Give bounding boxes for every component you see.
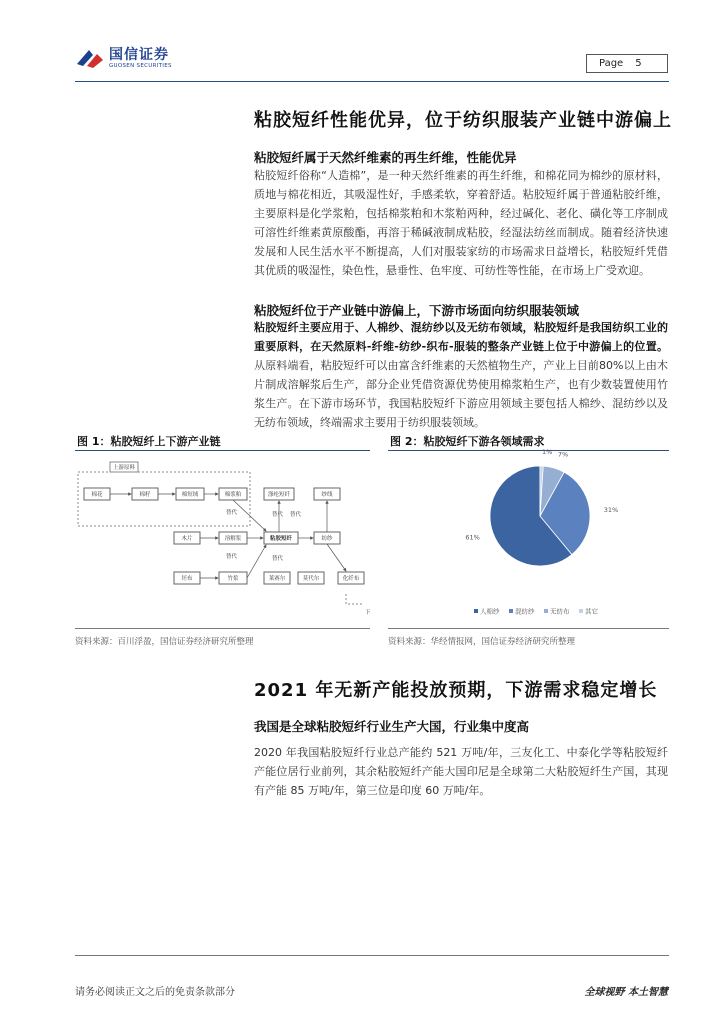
node-spun: 纺纱 — [321, 536, 333, 542]
logo-english: GUOSEN SECURITIES — [109, 63, 172, 69]
figure1-rule — [75, 450, 370, 451]
legend-swatch-4 — [579, 609, 583, 613]
footer-rule — [75, 955, 669, 956]
pie-label-3: 7% — [557, 450, 569, 459]
node-cotton: 棉花 — [91, 492, 103, 498]
legend-label-2: 混纺纱 — [515, 607, 535, 616]
paragraph-2-rest: 从原料端看，粘胶短纤可以由富含纤维素的天然植物生产，产业上目前80%以上由木片制成溶解浆后生产，部分企业凭借资源优势使用棉浆粕生产，也有少数装置使用竹浆生产。在下游市场环节，我国粘胶短纤下游应用领域主要包括人棉纱、混纺纱以及无纺布领域，终端需求主要用于纺织服装领域。 — [254, 359, 668, 429]
section2-title: 2021 年无新产能投放预期，下游需求稳定增长 — [254, 680, 658, 701]
legend-label-1: 人棉纱 — [480, 607, 500, 616]
figure2-title: 图 2：粘胶短纤下游各领域需求 — [390, 435, 545, 448]
legend-swatch-3 — [544, 609, 548, 613]
pie-label-4: 1% — [542, 448, 553, 457]
node-lyocell: 莱赛尔 — [268, 576, 286, 582]
node-wood: 木片 — [181, 536, 193, 542]
figure2-rule — [388, 450, 669, 451]
logo-mark-icon — [75, 46, 105, 70]
legend-swatch-1 — [474, 609, 478, 613]
pie-label-1: 61% — [465, 533, 480, 542]
footer-disclaimer: 请务必阅读正文之后的免责条款部分 — [75, 987, 235, 998]
footer-slogan: 全球视野 本土智慧 — [584, 987, 668, 998]
label-replace-4: 替代 — [290, 512, 302, 518]
figure1-bottom-rule — [75, 628, 370, 629]
figure1-title: 图 1：粘胶短纤上下游产业链 — [77, 435, 221, 448]
label-down: 下 — [365, 610, 371, 616]
node-bamboo-pulp: 竹浆 — [227, 576, 239, 582]
node-cotton-pulp: 棉浆粕 — [224, 492, 242, 498]
demand-pie-chart — [388, 448, 668, 624]
logo-chinese: 国信证券 — [109, 47, 169, 63]
section2-subheading-1: 我国是全球粘胶短纤行业生产大国，行业集中度高 — [254, 719, 530, 734]
legend-swatch-2 — [509, 609, 513, 613]
industry-chain-diagram — [76, 454, 370, 624]
legend-label-4: 其它 — [585, 607, 598, 616]
page-label: Page — [599, 58, 624, 69]
figure1-source: 资料来源：百川浮盈，国信证券经济研究所整理 — [75, 637, 254, 647]
label-replace-2: 替代 — [226, 554, 238, 560]
section2-paragraph-1: 2020 年我国粘胶短纤行业总产能约 521 万吨/年，三友化工、中泰化学等粘胶短纤产能位居行业前列，其余粘胶短纤产能大国印尼是全球第二大粘胶短纤生产国，其现有产能 85 万吨/年，第三位是印度 60 万吨/年。 — [254, 746, 668, 797]
label-replace-5: 替代 — [272, 556, 284, 562]
node-linter: 棉籽 — [139, 492, 151, 498]
node-polyester: 涤纶短纤 — [267, 492, 291, 498]
page-number: 5 — [635, 58, 642, 69]
section1-title: 粘胶短纤性能优异，位于纺织服装产业链中游偏上 — [254, 110, 672, 131]
node-chem-fabric: 化纤布 — [342, 576, 360, 582]
section1-subheading-1: 粘胶短纤属于天然纤维素的再生纤维，性能优异 — [254, 150, 517, 165]
section1-paragraph-1: 粘胶短纤俗称“人造棉”，是一种天然纤维素的再生纤维，和棉花同为棉纱的原材料，质地与棉花相近，其吸湿性好，手感柔软，穿着舒适。粘胶短纤属于普通粘胶纤维，主要原料是化学浆粕，包括棉浆粕和木浆粕两种，经过碱化、老化、磺化等工序制成可溶性纤维素黄原酸酯，再溶于稀碱液制成粘胶，经湿法纺丝而制成。随着经济快速发展和人民生活水平不断提高，人们对服装家纺的市场需求日益增长，粘胶短纤凭借其优质的吸湿性，染色性，悬垂性、色牢度、可纺性等性能，在市场上广受欢迎。 — [254, 169, 668, 277]
node-cotton-lint: 棉短绒 — [181, 492, 199, 498]
guosen-logo — [75, 46, 172, 70]
legend-label-3: 无纺布 — [550, 607, 570, 616]
node-fabric: 坯布 — [181, 576, 193, 582]
paragraph-2-bold: 粘胶短纤主要应用于、人棉纱、混纺纱以及无纺布领域，粘胶短纤是我国纺织工业的重要原料，在天然原料-纤维-纺纱-织布-服装的整条产业链上位于中游偏上的位置。 — [254, 321, 668, 353]
node-dissolving-pulp: 溶解浆 — [224, 536, 242, 542]
section1-subheading-2: 粘胶短纤位于产业链中游偏上，下游市场面向纺织服装领域 — [254, 303, 580, 318]
figure2-bottom-rule — [388, 628, 669, 629]
figure2-source: 资料来源：华经情报网，国信证券经济研究所整理 — [388, 637, 576, 647]
page-indicator — [586, 54, 668, 73]
pie-label-2: 31% — [603, 505, 619, 514]
label-replace-3: 替代 — [272, 512, 284, 518]
node-vsf: 粘胶短纤 — [269, 536, 293, 542]
header-rule — [75, 81, 669, 82]
label-replace-1: 替代 — [226, 510, 238, 516]
node-yarn: 纱线 — [321, 492, 333, 498]
node-modal: 莫代尔 — [302, 576, 320, 582]
section1-paragraph-2 — [254, 318, 668, 432]
upstream-label: 上游原料 — [112, 465, 136, 471]
